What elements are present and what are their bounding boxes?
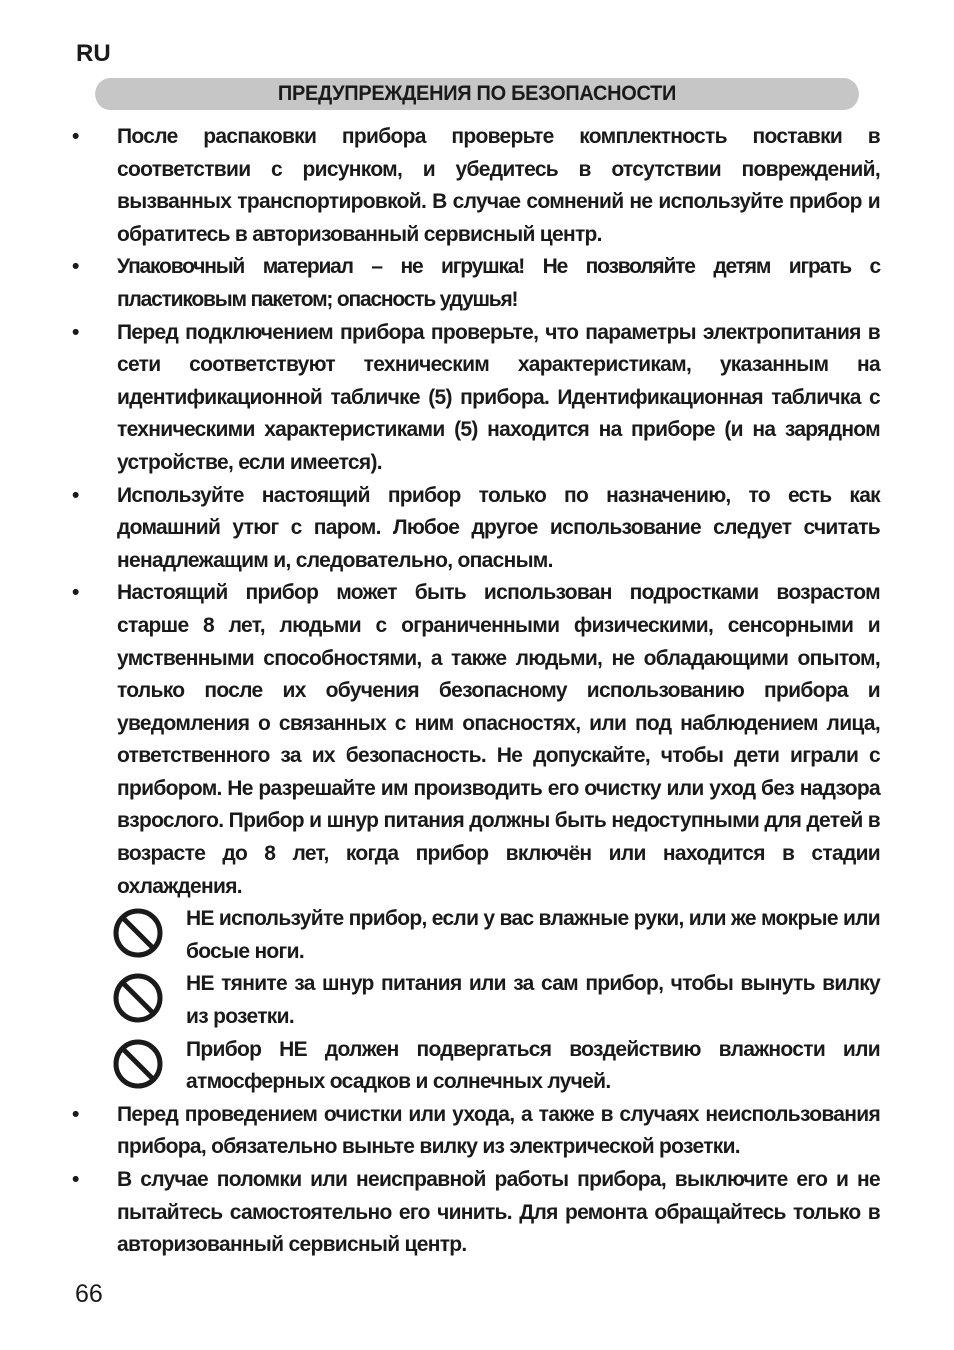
safety-warnings-content: [70, 121, 880, 1262]
list-item: [70, 480, 880, 578]
list-item: [70, 1099, 880, 1164]
bullet: •: [72, 320, 79, 344]
bullet: •: [72, 1168, 79, 1191]
item-text: Используйте настоящий прибор только по назначению, то есть как домашний утюг с паром. Любое другое использование следует считать ненадлежащим и, следовательно, опасным.: [117, 483, 880, 572]
warning-text: Прибор НЕ должен подвергаться воздействию влажности или атмосферных осадков и солнечных лучей.: [186, 1037, 880, 1094]
prohibition-icon: [112, 972, 164, 1024]
bullet: •: [72, 255, 79, 279]
language-code: RU: [76, 40, 111, 67]
warning-text: НЕ тяните за шнур питания или за сам прибор, чтобы вынуть вилку из розетки.: [186, 972, 880, 1029]
list-item: [70, 251, 880, 316]
warning-text: НЕ используйте прибор, если у вас влажные руки, или же мокрые или босые ноги.: [186, 907, 881, 963]
bullet: •: [72, 1102, 79, 1126]
prohibition-icon: [112, 1038, 164, 1090]
bullet: •: [72, 581, 79, 605]
bullet: •: [72, 483, 79, 507]
warning-item: [70, 903, 880, 968]
page-number: 66: [75, 1280, 103, 1308]
warning-item: [70, 1034, 880, 1099]
item-text: Упаковочный материал – не игрушка! Не позволяйте детям играть с пластиковым пакетом; опасность удушья!: [117, 255, 880, 311]
item-text: После распаковки прибора проверьте комплектность поставки в соответствии с рисунком, и убедитесь в отсутствии повреждений, вызванных транспортировкой. В случае сомнений не используйте прибор и обратитесь в авторизованный сервисный центр.: [117, 125, 880, 246]
list-item: [70, 317, 880, 480]
item-text: Перед подключением прибора проверьте, что параметры электропитания в сети соответствуют техническим характеристикам, указанным на идентификационной табличке (5) прибора. Идентификационная табличка с техническими характеристиками (5) находится на приборе (и на зарядном устройстве, если имеется).: [117, 320, 880, 474]
item-text: В случае поломки или неисправной работы прибора, выключите его и не пытайтесь самостоятельно его чинить. Для ремонта обращайтесь только в авторизованный сервисный центр.: [117, 1168, 880, 1257]
warning-item: [70, 968, 880, 1033]
section-title: ПРЕДУПРЕЖДЕНИЯ ПО БЕЗОПАСНОСТИ: [95, 78, 859, 110]
list-item: [70, 1164, 880, 1262]
item-text: Настоящий прибор может быть использован подростками возрастом старше 8 лет, людьми с ограниченными физическими, сенсорными и умственными способностями, а также людьми, не обладающими опытом, только после их обучения безопасному использованию прибора и уведомления о связанных с ним опасностях, или под наблюдением лица, ответственного за их безопасность. Не допускайте, чтобы дети играли с прибором. Не разрешайте им производить его очистку или уход без надзора взрослого. Прибор и шнур питания должны быть недоступными для детей в возрасте до 8 лет, когда прибор включён или находится в стадии охлаждения.: [117, 581, 880, 898]
list-item: [70, 121, 880, 251]
bullet: •: [72, 125, 79, 148]
list-item: [70, 577, 880, 903]
prohibition-icon: [112, 907, 164, 959]
item-text: Перед проведением очистки или ухода, а также в случаях неиспользования прибора, обязательно выньте вилку из электрической розетки.: [117, 1102, 880, 1159]
